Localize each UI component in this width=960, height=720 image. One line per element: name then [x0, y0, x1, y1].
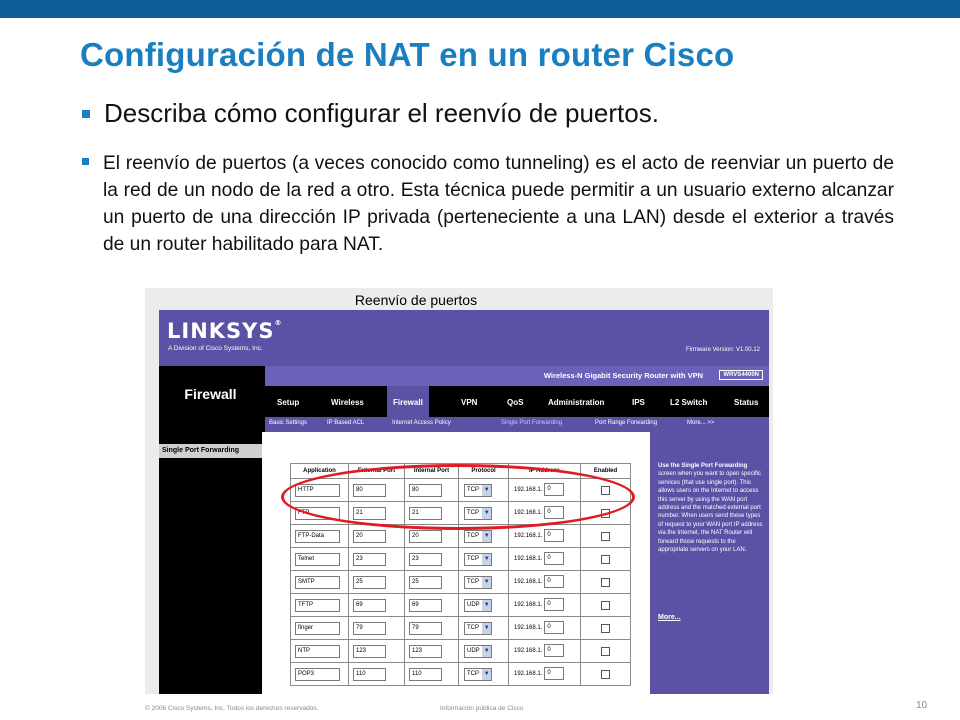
- sub-bullet: [82, 150, 894, 258]
- ip-address-cell: [509, 640, 581, 663]
- model-badge: WRVS4400N: [719, 370, 763, 380]
- protocol-select[interactable]: [464, 530, 492, 543]
- protocol-value: UDP: [467, 602, 480, 608]
- sub-bullet-text: El reenvío de puertos (a veces conocido como tunneling) es el acto de reenviar un puerto de la red de un nodo de la red a otro. Esta técnica puede permitir a un usuario externo alcanzar un puerto de una dirección IP privada (perteneciente a una LAN) desde el exterior a través de un router habilitado para NAT.: [103, 153, 894, 255]
- help-panel: [650, 432, 769, 694]
- table-row: [291, 663, 631, 686]
- linksys-subtitle: A Division of Cisco Systems, Inc.: [168, 345, 263, 352]
- protocol-value: UDP: [467, 648, 480, 654]
- application-cell: [291, 617, 349, 640]
- subtab-single-port-forwarding[interactable]: Single Port Forwarding: [501, 420, 563, 426]
- protocol-value: TCP: [467, 487, 479, 493]
- ip-address-cell: [509, 617, 581, 640]
- protocol-select[interactable]: [464, 622, 492, 635]
- linksys-logo: LINKSYS®: [167, 319, 283, 343]
- ip-prefix: 192.168.1.: [514, 647, 543, 654]
- enabled-checkbox[interactable]: [601, 555, 610, 564]
- product-bar: [265, 366, 769, 386]
- internal-port-input[interactable]: 20: [409, 530, 442, 543]
- subtab-internet-access-policy[interactable]: Internet Access Policy: [392, 420, 451, 426]
- product-name: Wireless-N Gigabit Security Router with VPN: [543, 371, 703, 380]
- enabled-cell: [581, 594, 631, 617]
- ip-prefix: 192.168.1.: [514, 555, 543, 562]
- application-input[interactable]: FTP: [295, 507, 340, 520]
- header-ip-address: IP Address: [509, 464, 581, 479]
- header-internal-port: Internal Port: [405, 464, 459, 479]
- external-port-cell: [349, 640, 405, 663]
- side-nav: [159, 432, 262, 694]
- port-forwarding-screenshot: [145, 288, 773, 694]
- external-port-cell: [349, 571, 405, 594]
- external-port-input[interactable]: 25: [353, 576, 386, 589]
- application-input[interactable]: FTP-Data: [295, 530, 340, 543]
- protocol-select[interactable]: [464, 668, 492, 681]
- firmware-version: Firmware Version: V1.00.12: [685, 347, 760, 353]
- page-number: 10: [916, 700, 928, 711]
- ip-address-cell: [509, 594, 581, 617]
- help-more-link[interactable]: More...: [658, 614, 681, 621]
- protocol-value: TCP: [467, 579, 479, 585]
- chevron-down-icon: ▼: [482, 485, 491, 496]
- protocol-cell: [459, 571, 509, 594]
- slide-title: Configuración de NAT en un router Cisco: [80, 36, 735, 73]
- external-port-input[interactable]: 21: [353, 507, 386, 520]
- chevron-down-icon: ▼: [482, 600, 491, 611]
- protocol-select[interactable]: [464, 576, 492, 589]
- sidenav-item-label: Single Port Forwarding: [162, 447, 240, 454]
- figure-caption: Reenvío de puertos: [354, 292, 478, 308]
- protocol-value: TCP: [467, 671, 479, 677]
- external-port-input[interactable]: 80: [353, 484, 386, 497]
- tab-wireless[interactable]: Wireless: [331, 398, 364, 407]
- enabled-checkbox[interactable]: [601, 532, 610, 541]
- ip-last-octet-input[interactable]: 0: [544, 506, 564, 519]
- header-protocol: Protocol: [459, 464, 509, 479]
- application-input[interactable]: SMTP: [295, 576, 340, 589]
- protocol-select[interactable]: [464, 599, 492, 612]
- footer-copyright: © 2006 Cisco Systems, Inc. Todos los derechos reservados.: [145, 705, 319, 712]
- application-input[interactable]: HTTP: [295, 484, 340, 497]
- tab-ips[interactable]: IPS: [632, 398, 645, 407]
- tab-administration[interactable]: Administration: [548, 398, 605, 407]
- protocol-cell: [459, 594, 509, 617]
- subtab-more[interactable]: More... >>: [687, 420, 715, 426]
- internal-port-cell: [405, 548, 459, 571]
- application-cell: [291, 525, 349, 548]
- internal-port-input[interactable]: 110: [409, 668, 442, 681]
- subtab-basic-settings[interactable]: Basic Settings: [269, 420, 308, 426]
- application-cell: [291, 548, 349, 571]
- application-input[interactable]: POP3: [295, 668, 340, 681]
- tab-firewall[interactable]: Firewall: [387, 386, 429, 417]
- application-cell: [291, 663, 349, 686]
- internal-port-cell: [405, 640, 459, 663]
- external-port-input[interactable]: 123: [353, 645, 386, 658]
- ip-prefix: 192.168.1.: [514, 509, 543, 516]
- tab-l2-switch[interactable]: L2 Switch: [670, 398, 708, 407]
- protocol-select[interactable]: [464, 645, 492, 658]
- section-title-box: [159, 366, 262, 432]
- protocol-select[interactable]: [464, 553, 492, 566]
- external-port-cell: [349, 663, 405, 686]
- enabled-checkbox[interactable]: [601, 647, 610, 656]
- ip-last-octet-input[interactable]: 0: [544, 529, 564, 542]
- main-bullet-text: Describa cómo configurar el reenvío de puertos.: [104, 98, 659, 128]
- external-port-input[interactable]: 110: [353, 668, 386, 681]
- protocol-value: TCP: [467, 510, 479, 516]
- enabled-checkbox[interactable]: [601, 578, 610, 587]
- ip-address-cell: [509, 571, 581, 594]
- ip-last-octet-input[interactable]: 0: [544, 621, 564, 634]
- internal-port-input[interactable]: 23: [409, 553, 442, 566]
- ip-address-cell: [509, 663, 581, 686]
- tab-qos[interactable]: QoS: [507, 398, 524, 407]
- ip-address-cell: [509, 548, 581, 571]
- application-cell: [291, 571, 349, 594]
- chevron-down-icon: ▼: [482, 554, 491, 565]
- table-row: [291, 617, 631, 640]
- bullet-square-icon: [82, 110, 90, 118]
- chevron-down-icon: ▼: [482, 646, 491, 657]
- main-bullet: [82, 98, 902, 129]
- internal-port-cell: [405, 617, 459, 640]
- subtab-ip-based-acl[interactable]: IP Based ACL: [327, 420, 365, 426]
- tab-status[interactable]: Status: [734, 398, 759, 407]
- http-row-highlight-ellipse: [281, 464, 635, 530]
- chevron-down-icon: ▼: [482, 623, 491, 634]
- ip-last-octet-input[interactable]: 0: [544, 598, 564, 611]
- protocol-value: TCP: [467, 625, 479, 631]
- ip-prefix: 192.168.1.: [514, 532, 543, 539]
- sidenav-item-single-port-forwarding[interactable]: [159, 444, 262, 458]
- footer-classification: Información pública de Cisco: [440, 705, 524, 712]
- external-port-cell: [349, 617, 405, 640]
- section-title: Firewall: [184, 386, 237, 402]
- internal-port-input[interactable]: 79: [409, 622, 442, 635]
- chevron-down-icon: ▼: [482, 508, 491, 519]
- ip-last-octet-input[interactable]: 0: [544, 644, 564, 657]
- ip-prefix: 192.168.1.: [514, 601, 543, 608]
- protocol-cell: [459, 617, 509, 640]
- protocol-cell: [459, 663, 509, 686]
- ip-last-octet-input[interactable]: 0: [544, 483, 564, 496]
- internal-port-input[interactable]: 69: [409, 599, 442, 612]
- subtab-port-range-forwarding[interactable]: Port Range Forwarding: [595, 420, 658, 426]
- chevron-down-icon: ▼: [482, 531, 491, 542]
- internal-port-cell: [405, 663, 459, 686]
- ip-last-octet-input[interactable]: 0: [544, 552, 564, 565]
- application-input[interactable]: finger: [295, 622, 340, 635]
- enabled-cell: [581, 640, 631, 663]
- sub-tabs: [265, 417, 769, 432]
- application-input[interactable]: TFTP: [295, 599, 340, 612]
- protocol-cell: [459, 548, 509, 571]
- header-enabled: Enabled: [581, 464, 631, 479]
- external-port-input[interactable]: 23: [353, 553, 386, 566]
- enabled-cell: [581, 548, 631, 571]
- external-port-input[interactable]: 69: [353, 599, 386, 612]
- external-port-input[interactable]: 20: [353, 530, 386, 543]
- external-port-input[interactable]: 79: [353, 622, 386, 635]
- linksys-header: [159, 310, 769, 366]
- internal-port-cell: [405, 571, 459, 594]
- ip-prefix: 192.168.1.: [514, 670, 543, 677]
- ip-last-octet-input[interactable]: 0: [544, 667, 564, 680]
- application-input[interactable]: NTP: [295, 645, 340, 658]
- tab-setup[interactable]: Setup: [277, 398, 300, 407]
- enabled-cell: [581, 663, 631, 686]
- bullet-square-icon: [82, 158, 89, 165]
- header-application: Application: [291, 464, 349, 479]
- application-cell: [291, 640, 349, 663]
- enabled-cell: [581, 525, 631, 548]
- table-row: [291, 548, 631, 571]
- internal-port-input[interactable]: 123: [409, 645, 442, 658]
- enabled-cell: [581, 571, 631, 594]
- internal-port-input[interactable]: 25: [409, 576, 442, 589]
- ip-prefix: 192.168.1.: [514, 578, 543, 585]
- internal-port-input[interactable]: 80: [409, 484, 442, 497]
- internal-port-input[interactable]: 21: [409, 507, 442, 520]
- slide-top-bar: [0, 0, 960, 18]
- ip-prefix: 192.168.1.: [514, 624, 543, 631]
- external-port-cell: [349, 548, 405, 571]
- application-input[interactable]: Telnet: [295, 553, 340, 566]
- enabled-checkbox[interactable]: [601, 670, 610, 679]
- chevron-down-icon: ▼: [482, 669, 491, 680]
- application-cell: [291, 594, 349, 617]
- internal-port-cell: [405, 594, 459, 617]
- enabled-checkbox[interactable]: [601, 624, 610, 633]
- chevron-down-icon: ▼: [482, 577, 491, 588]
- ip-prefix: 192.168.1.: [514, 486, 543, 493]
- enabled-cell: [581, 617, 631, 640]
- protocol-value: TCP: [467, 556, 479, 562]
- enabled-checkbox[interactable]: [601, 601, 610, 610]
- external-port-cell: [349, 594, 405, 617]
- header-external-port: External Port: [349, 464, 405, 479]
- tab-vpn[interactable]: VPN: [461, 398, 478, 407]
- protocol-value: TCP: [467, 533, 479, 539]
- protocol-cell: [459, 640, 509, 663]
- table-row: [291, 640, 631, 663]
- main-tabs: [265, 386, 769, 417]
- help-text: Use the Single Port Forwarding screen when you want to open specific services (that use single port). This allows users on the Internet to access this server by using the WAN port address and the matched external port number. When users send these types of request to your WAN port IP address via the Internet, the NAT Router will forward those requests to the appropriate servers on your LAN.: [658, 463, 763, 554]
- table-row: [291, 571, 631, 594]
- ip-last-octet-input[interactable]: 0: [544, 575, 564, 588]
- table-row: [291, 594, 631, 617]
